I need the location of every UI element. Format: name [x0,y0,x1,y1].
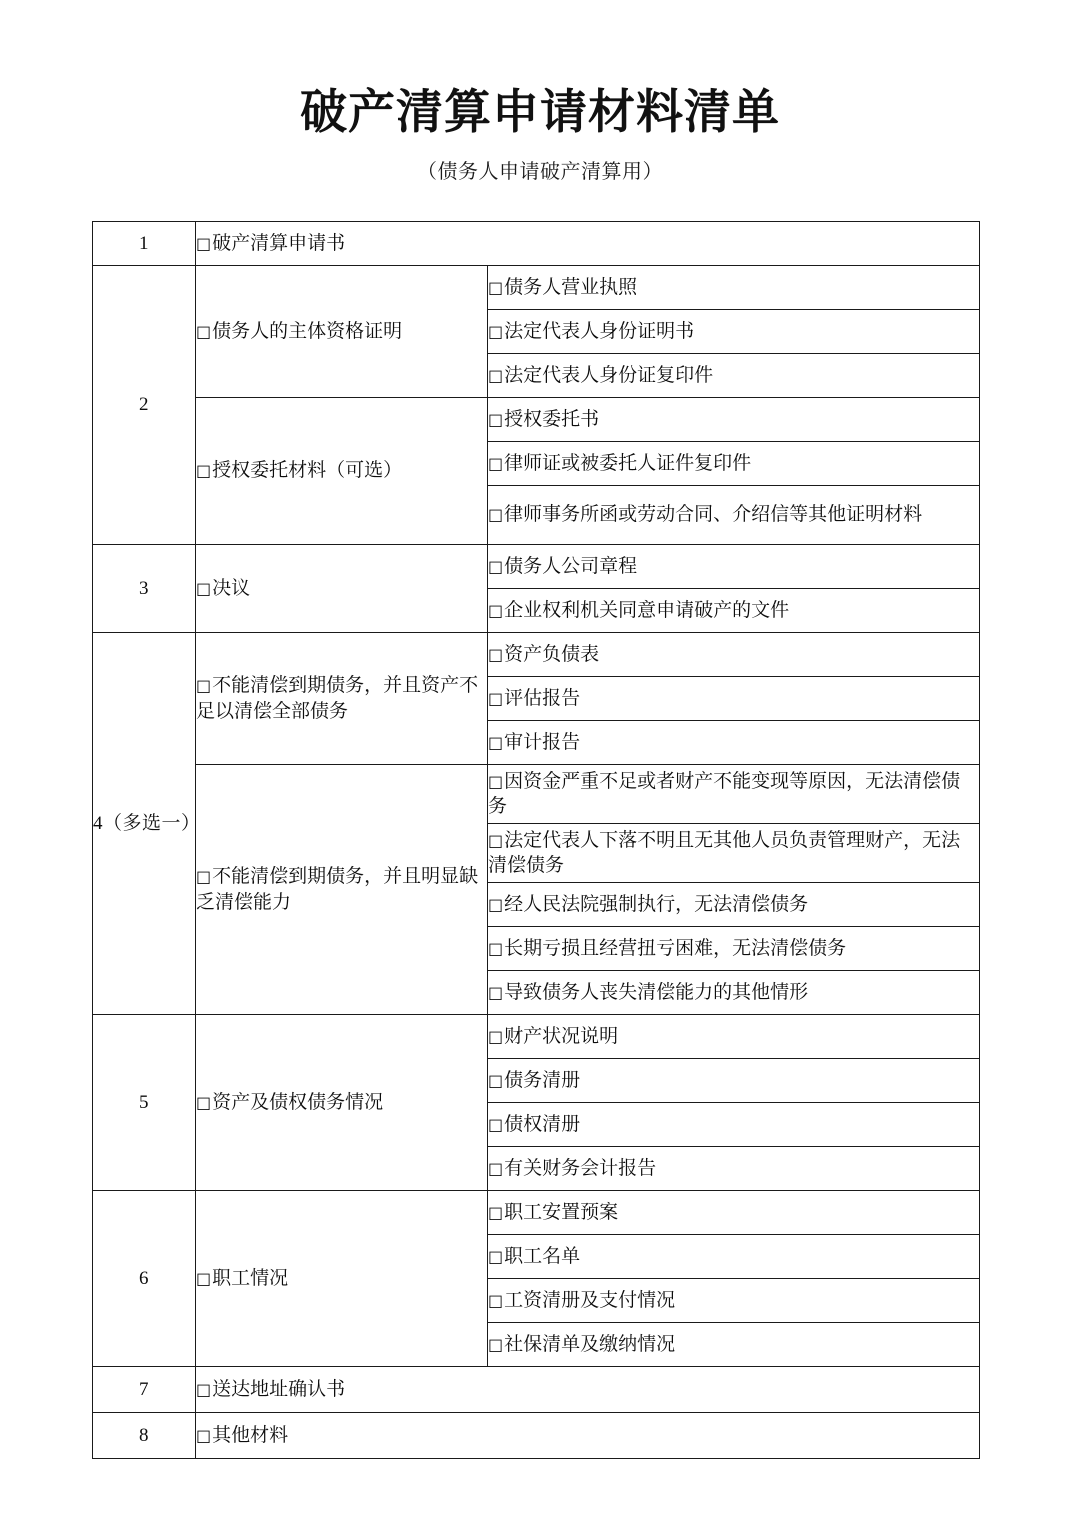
checklist-item[interactable] [488,486,980,545]
cell-label: 债务清册 [504,1069,581,1091]
checklist-item[interactable] [488,1015,980,1059]
cell-label: 因资金严重不足或者财产不能变现等原因，无法清偿债务 [488,770,961,817]
cell-label: 长期亏损且经营扭亏困难，无法清偿债务 [504,937,847,959]
cell-label: 债务人营业执照 [504,276,638,298]
group-label[interactable] [196,765,488,1015]
checklist-item[interactable] [488,633,980,677]
checklist-item[interactable] [488,545,980,589]
row-number-2: 2 [93,266,196,545]
page-title: 破产清算申请材料清单 [300,87,780,139]
table-row [93,1367,980,1413]
group-label[interactable] [196,1191,488,1367]
group-label[interactable] [196,1367,980,1413]
checklist-item[interactable] [488,1323,980,1367]
cell-label: 职工安置预案 [504,1201,619,1223]
table-row [93,633,980,677]
checklist-item[interactable] [488,1235,980,1279]
cell-label: 资产负债表 [504,643,600,665]
row-number-3: 3 [93,545,196,633]
cell-label: 导致债务人丧失清偿能力的其他情形 [504,981,809,1003]
row-number-8: 8 [93,1413,196,1459]
checkbox-icon[interactable]: □ [488,1290,504,1310]
cell-label: 律师证或被委托人证件复印件 [504,452,752,474]
checklist-item[interactable] [488,927,980,971]
cell-label: 职工情况 [212,1267,289,1289]
checkbox-icon[interactable]: □ [488,982,504,1002]
table-row [93,765,980,824]
checkbox-icon[interactable]: □ [488,1026,504,1046]
cell-label: 债务人的主体资格证明 [212,320,403,342]
checkbox-icon[interactable]: □ [488,365,504,385]
cell-label: 职工名单 [504,1245,581,1267]
row-number-4: 4（多选一） [93,633,196,1015]
cell-label: 工资清册及支付情况 [504,1289,676,1311]
checkbox-icon[interactable]: □ [488,732,504,752]
cell-label: 其他材料 [212,1424,289,1446]
cell-label: 授权委托书 [504,408,600,430]
checkbox-icon[interactable]: □ [488,1070,504,1090]
checkbox-icon[interactable]: □ [196,321,212,341]
checklist-table-wrapper [92,221,979,1459]
table-row [93,1191,980,1235]
row-number-1: 1 [93,222,196,266]
group-label[interactable] [196,1413,980,1459]
title-block [0,0,1080,184]
table-row [93,545,980,589]
checklist-body [93,222,980,1459]
table-row [93,266,980,310]
cell-label: 授权委托材料（可选） [212,460,403,482]
cell-label: 审计报告 [504,731,581,753]
checklist-item[interactable] [488,310,980,354]
cell-label: 不能清偿到期债务，并且资产不足以清偿全部债务 [196,675,479,722]
cell-label: 破产清算申请书 [212,232,346,254]
checkbox-icon[interactable]: □ [196,233,212,253]
checkbox-icon[interactable]: □ [488,644,504,664]
checklist-item[interactable] [488,971,980,1015]
table-row [93,1413,980,1459]
checklist-item[interactable] [488,354,980,398]
checkbox-icon[interactable]: □ [488,1334,504,1354]
checkbox-icon[interactable]: □ [196,1425,212,1445]
cell-label: 经人民法院强制执行，无法清偿债务 [504,893,809,915]
checkbox-icon[interactable]: □ [196,867,212,887]
checkbox-icon[interactable]: □ [488,1246,504,1266]
cell-label: 资产及债权债务情况 [212,1091,384,1113]
checkbox-icon[interactable]: □ [488,938,504,958]
table-row [93,1015,980,1059]
checkbox-icon[interactable]: □ [488,894,504,914]
checklist-item[interactable] [488,1103,980,1147]
cell-label: 法定代表人下落不明且无其他人员负责管理财产，无法清偿债务 [488,829,961,876]
cell-label: 决议 [212,577,251,599]
checklist-item[interactable] [488,442,980,486]
checkbox-icon[interactable]: □ [488,556,504,576]
checklist-item[interactable] [488,398,980,442]
cell-label: 法定代表人身份证复印件 [504,364,714,386]
checkbox-icon[interactable]: □ [488,1114,504,1134]
cell-label: 有关财务会计报告 [504,1157,657,1179]
checkbox-icon[interactable]: □ [488,688,504,708]
checkbox-icon[interactable]: □ [488,600,504,620]
checkbox-icon[interactable]: □ [488,771,504,791]
group-label[interactable] [196,222,980,266]
checkbox-icon[interactable]: □ [488,453,504,473]
cell-label: 送达地址确认书 [212,1378,346,1400]
group-label[interactable] [196,545,488,633]
checklist-item[interactable] [488,1059,980,1103]
checkbox-icon[interactable]: □ [488,277,504,297]
cell-label: 债权清册 [504,1113,581,1135]
table-row [93,398,980,442]
checklist-item[interactable] [488,721,980,765]
checklist-item[interactable] [488,1191,980,1235]
row-number-7: 7 [93,1367,196,1413]
table-row [93,222,980,266]
checklist-item[interactable] [488,1279,980,1323]
group-label[interactable] [196,1015,488,1191]
checklist-item[interactable] [488,677,980,721]
cell-label: 不能清偿到期债务，并且明显缺乏清偿能力 [196,866,479,913]
checkbox-icon[interactable]: □ [488,321,504,341]
checkbox-icon[interactable]: □ [196,1268,212,1288]
cell-label: 企业权利机关同意申请破产的文件 [504,599,790,621]
checkbox-icon[interactable]: □ [488,409,504,429]
checklist-item[interactable] [488,883,980,927]
group-label[interactable] [196,633,488,765]
checklist-item[interactable] [488,765,980,824]
cell-label: 财产状况说明 [504,1025,619,1047]
checklist-item[interactable] [488,589,980,633]
checkbox-icon[interactable]: □ [196,676,212,696]
checkbox-icon[interactable]: □ [488,1202,504,1222]
cell-label: 评估报告 [504,687,581,709]
group-label[interactable] [196,266,488,398]
checklist-table [92,221,980,1459]
checkbox-icon[interactable]: □ [196,578,212,598]
row-number-6: 6 [93,1191,196,1367]
checkbox-icon[interactable]: □ [488,1158,504,1178]
cell-label: 社保清单及缴纳情况 [504,1333,676,1355]
checklist-item[interactable] [488,824,980,883]
checklist-item[interactable] [488,266,980,310]
cell-label: 债务人公司章程 [504,555,638,577]
checkbox-icon[interactable]: □ [488,505,504,525]
checkbox-icon[interactable]: □ [196,1092,212,1112]
cell-label: 律师事务所函或劳动合同、介绍信等其他证明材料 [504,504,923,526]
checkbox-icon[interactable]: □ [196,1379,212,1399]
cell-label: 法定代表人身份证明书 [504,320,695,342]
page-subtitle: （债务人申请破产清算用） [417,161,663,184]
checklist-item[interactable] [488,1147,980,1191]
checkbox-icon[interactable]: □ [488,830,504,850]
group-label[interactable] [196,398,488,545]
checkbox-icon[interactable]: □ [196,461,212,481]
row-number-5: 5 [93,1015,196,1191]
